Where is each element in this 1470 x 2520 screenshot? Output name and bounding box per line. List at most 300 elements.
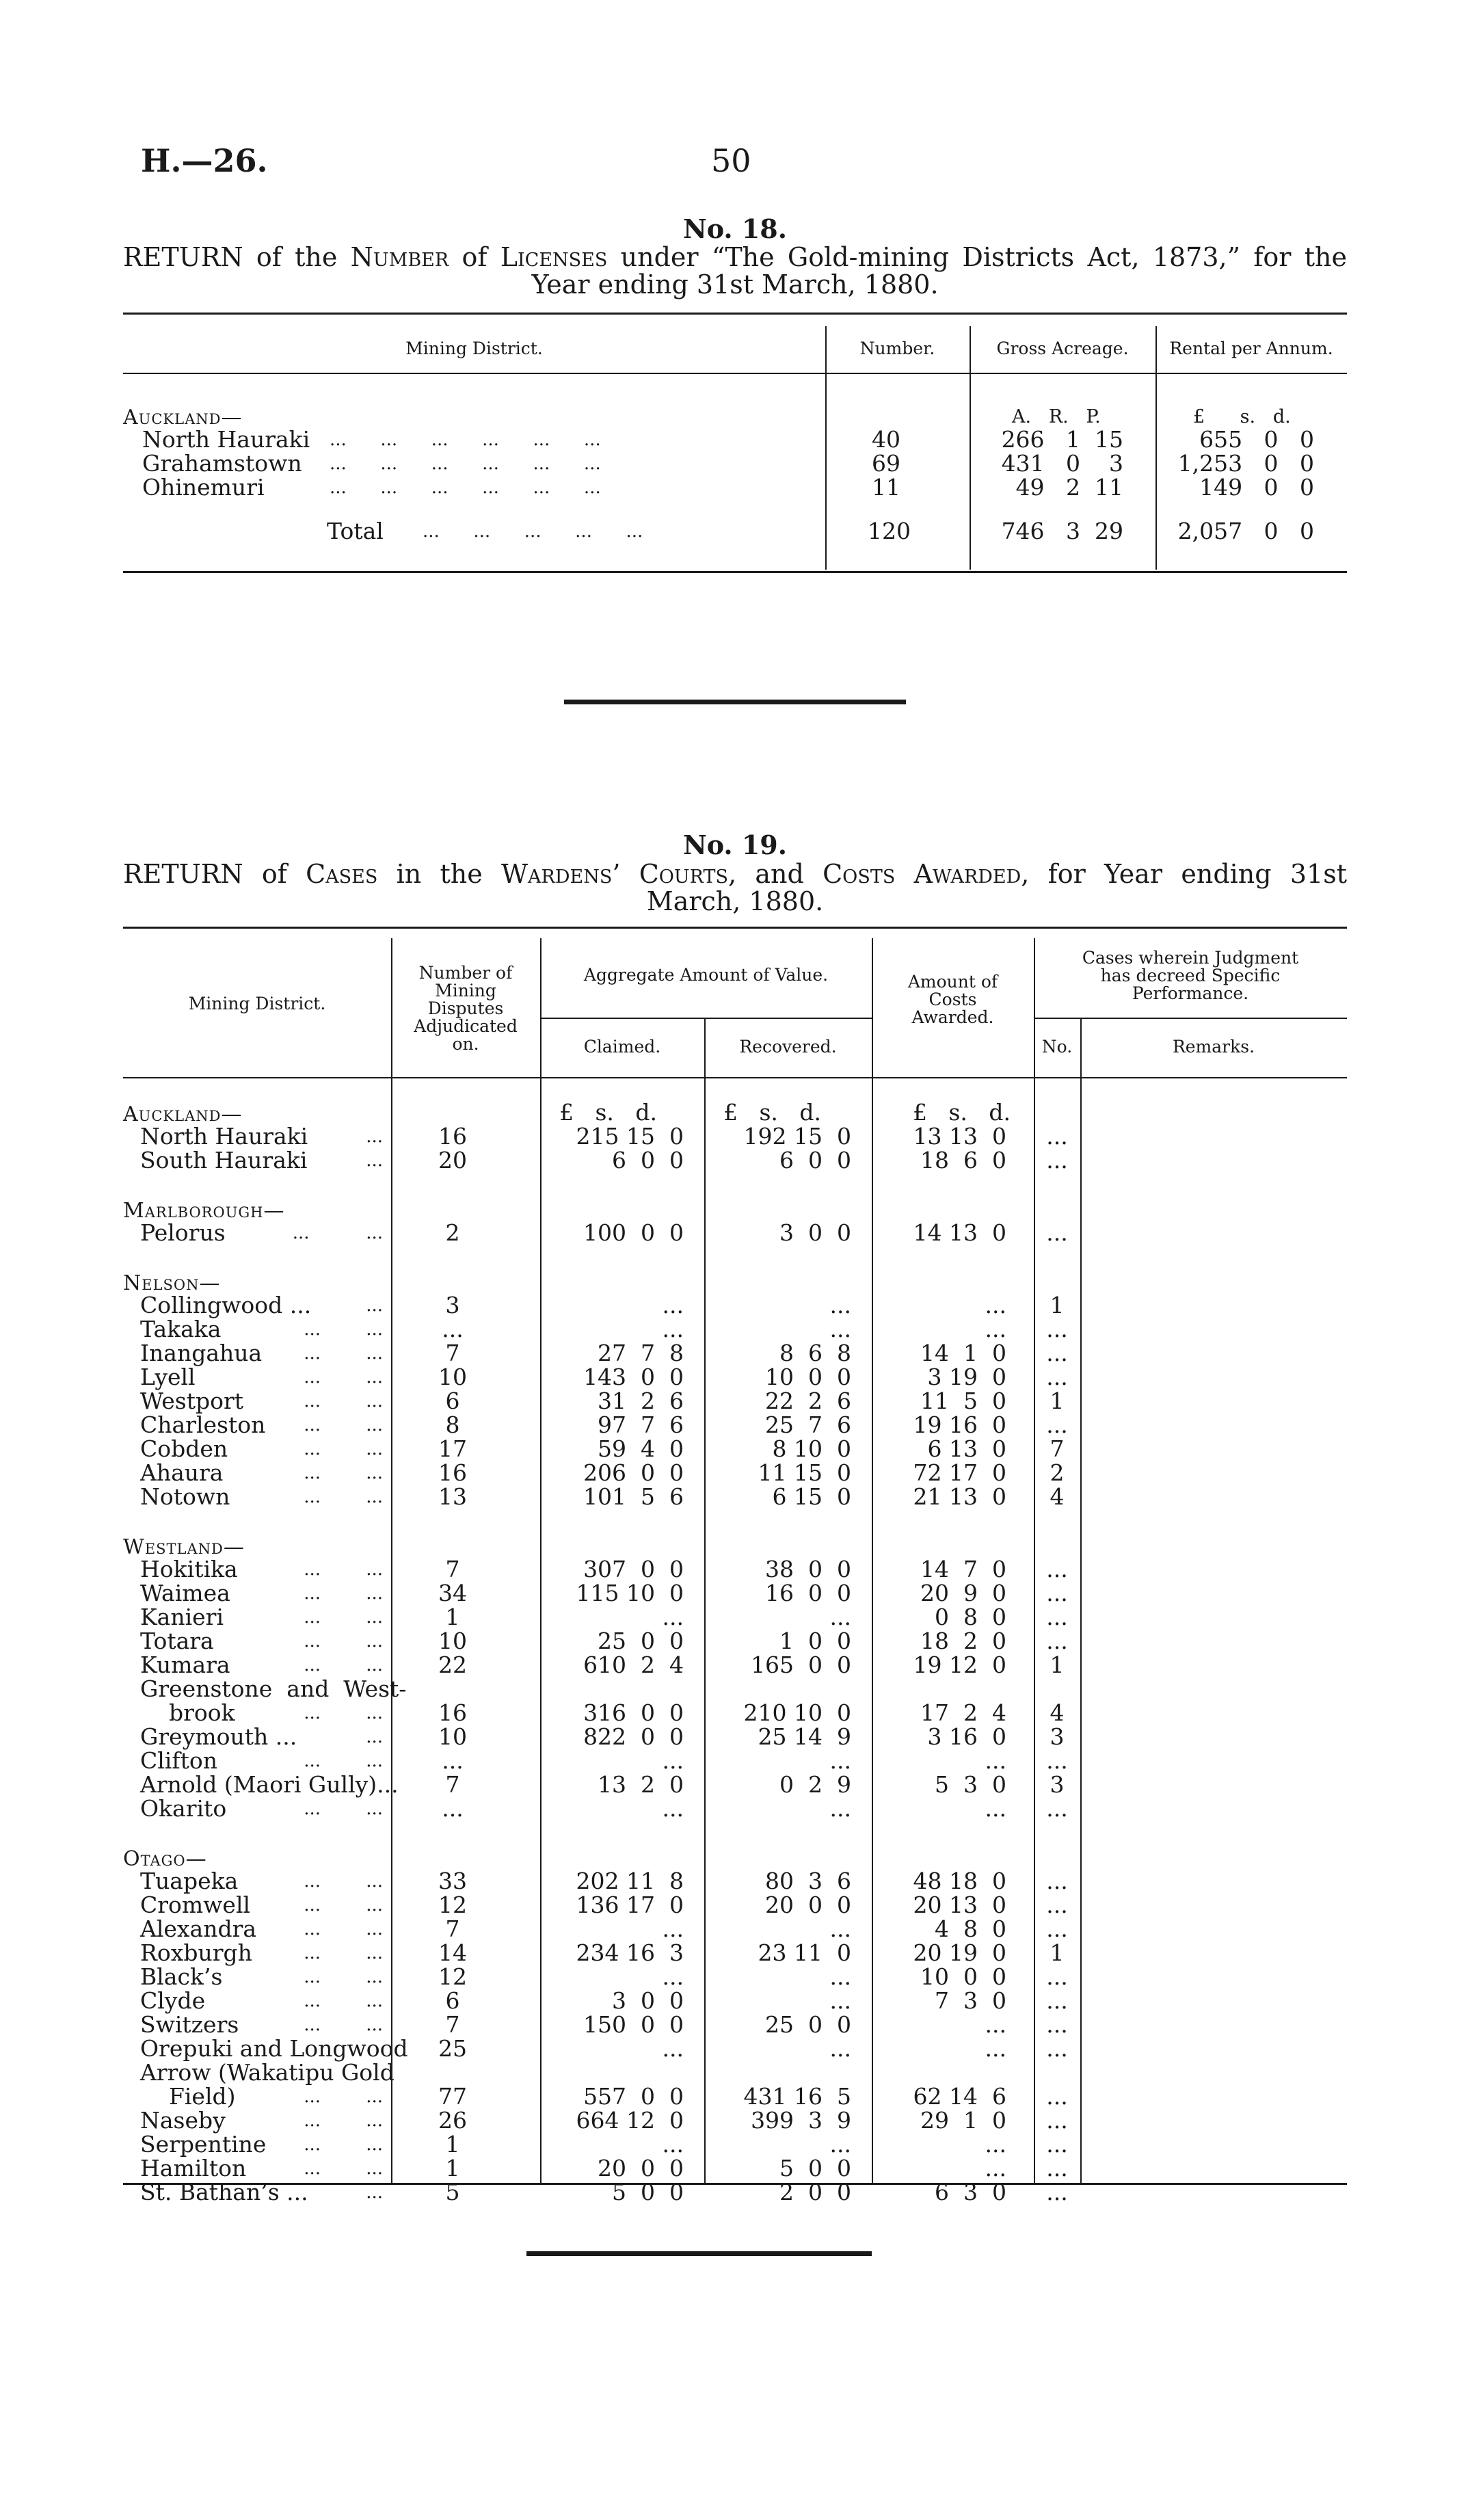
- table19-row-claimed: ...: [662, 1292, 684, 1318]
- table18-unit-rental: £ s. d.: [1193, 406, 1291, 427]
- table19-row-dots: ... ...: [304, 1799, 383, 1819]
- table19-row-disputes: 26: [438, 2107, 467, 2134]
- table19-row-dots: ... ...: [304, 1583, 383, 1604]
- section-divider-1: [564, 700, 906, 704]
- table19-row-recovered: 3 0 0: [779, 1219, 851, 1246]
- table18-title-line1: [123, 243, 1347, 271]
- table19-row-claimed: ...: [662, 1316, 684, 1342]
- table19-row-costs: 4 8 0: [935, 1915, 1006, 1942]
- table19-title-line2: March, 1880.: [646, 886, 824, 916]
- table19-row-claimed: 206 0 0: [583, 1459, 684, 1486]
- table19-header-no: No.: [1041, 1037, 1073, 1057]
- table19-group-label: Marlborough—: [123, 1199, 285, 1223]
- table19-row-disputes: 6: [445, 1388, 460, 1414]
- table19-row-name: Greenstone and West-: [140, 1675, 407, 1702]
- table19-row-claimed: ...: [662, 1747, 684, 1774]
- table19-row-recovered: 8 10 0: [772, 1435, 851, 1462]
- table19-row-dots: ... ...: [304, 1391, 383, 1411]
- table19-row-costs: 20 19 0: [913, 1939, 1006, 1966]
- table19-row-recovered: ...: [829, 1316, 851, 1342]
- table19-header-rule: [123, 1077, 1347, 1078]
- table19-row-dots: ... ...: [304, 1367, 383, 1388]
- table19-row-recovered: 431 16 5: [743, 2083, 851, 2110]
- table19-row-costs: 62 14 6: [913, 2083, 1006, 2110]
- table19-row-no: ...: [1046, 1795, 1068, 1822]
- table19-row-claimed: 143 0 0: [583, 1364, 684, 1390]
- table19-row-disputes: 1: [445, 2155, 460, 2181]
- table19-row-name: Greymouth ...: [140, 1723, 297, 1750]
- table19-row-claimed: 307 0 0: [583, 1556, 684, 1582]
- table19-row-name: Clyde: [140, 1987, 206, 2014]
- table19-row-costs: 14 13 0: [913, 1219, 1006, 1246]
- table19-row-disputes: 12: [438, 1892, 467, 1918]
- table19-row-disputes: 6: [445, 1987, 460, 2014]
- table19-row-no: ...: [1046, 2035, 1068, 2062]
- table18-row-acreage: 266 1 15: [1001, 426, 1123, 453]
- table19-row-costs: 48 18 0: [913, 1868, 1006, 1894]
- table18-row-name: Ohinemuri: [142, 474, 265, 501]
- table19-row-costs: ...: [985, 1292, 1006, 1318]
- table19-row-dots: ... ...: [304, 1703, 383, 1723]
- table19-header-remarks: Remarks.: [1172, 1037, 1255, 1057]
- table19-row-costs: 18 6 0: [920, 1147, 1006, 1173]
- table19-row-claimed: 3 0 0: [612, 1987, 684, 2014]
- table18-row-rental: 1,253 0 0: [1177, 450, 1314, 477]
- table19-row-recovered: 25 0 0: [765, 2011, 851, 2038]
- table19-row-claimed: ...: [662, 1963, 684, 1990]
- table19-row-name: Naseby: [140, 2107, 226, 2134]
- table19-group-label: Auckland—: [123, 1102, 243, 1126]
- table19-row-name: Orepuki and Longwood: [140, 2035, 408, 2062]
- table19-row-recovered: 5 0 0: [779, 2155, 851, 2181]
- table19-row-claimed: 202 11 8: [576, 1868, 684, 1894]
- table19-row-no: ...: [1046, 2083, 1068, 2110]
- table19-row-claimed: 610 2 4: [583, 1652, 684, 1678]
- table19-row-recovered: ...: [829, 1963, 851, 1990]
- table18-row-rental: 149 0 0: [1199, 474, 1314, 501]
- table19-row-claimed: 664 12 0: [576, 2107, 684, 2134]
- t18-title-post: under “The Gold-mining Districts Act, 1873,” for the: [607, 242, 1347, 272]
- table19-unit-recovered: £ s. d.: [723, 1099, 821, 1126]
- table19-row-recovered: 6 15 0: [772, 1483, 851, 1510]
- table19-header-cases: Cases wherein Judgment has decreed Specific Performance.: [1082, 948, 1299, 1003]
- table19-row-no: ...: [1046, 2131, 1068, 2158]
- table19-row-dots: ... ...: [304, 1319, 383, 1340]
- table19-row-claimed: 97 7 6: [598, 1411, 684, 1438]
- table19-row-dots: ... ...: [304, 2158, 383, 2179]
- table19-row-recovered: 25 14 9: [758, 1723, 851, 1750]
- table19-row-costs: 29 1 0: [920, 2107, 1006, 2134]
- table19-row-disputes: 13: [438, 1483, 467, 1510]
- table19-row-costs: ...: [985, 2035, 1006, 2062]
- table19-row-disputes: ...: [442, 1316, 464, 1342]
- table19-row-no: ...: [1046, 1987, 1068, 2014]
- table19-row-claimed: 150 0 0: [583, 2011, 684, 2038]
- table19-row-no: 3: [1050, 1771, 1065, 1798]
- table19-row-no: ...: [1046, 1628, 1068, 1654]
- page-number: 50: [711, 142, 751, 179]
- table19-row-no: ...: [1046, 1123, 1068, 1150]
- table19-row-recovered: ...: [829, 1292, 851, 1318]
- table19-row-no: 1: [1050, 1388, 1065, 1414]
- table19-row-costs: 5 3 0: [935, 1771, 1006, 1798]
- table19-row-disputes: 16: [438, 1699, 467, 1726]
- table18-row-rental: 655 0 0: [1199, 426, 1314, 453]
- table19-row-costs: 6 13 0: [927, 1435, 1006, 1462]
- table19-row-claimed: 100 0 0: [583, 1219, 684, 1246]
- table19-group-label: Westland—: [123, 1535, 245, 1559]
- table19-row-costs: 13 13 0: [913, 1123, 1006, 1150]
- table19-row-no: 7: [1050, 1435, 1065, 1462]
- table19-row-disputes: 34: [438, 1580, 467, 1606]
- table19-row-name: Lyell: [140, 1364, 196, 1390]
- table19-row-no: ...: [1046, 1147, 1068, 1173]
- table19-unit-costs: £ s. d.: [913, 1099, 1011, 1126]
- table18-row-number: 69: [872, 450, 900, 477]
- table19-row-name: Clifton: [140, 1747, 217, 1774]
- table19-row-costs: 18 2 0: [920, 1628, 1006, 1654]
- table19-row-disputes: 7: [445, 2011, 460, 2038]
- table19-row-claimed: ...: [662, 1915, 684, 1942]
- table19-row-recovered: 399 3 9: [751, 2107, 851, 2134]
- table19-row-no: 2: [1050, 1459, 1065, 1486]
- table19-row-dots: ...: [366, 1150, 383, 1171]
- table19-row-costs: 19 12 0: [913, 1652, 1006, 1678]
- t18-title-sc2: Licenses: [500, 242, 608, 272]
- t19-title-post: , for Year ending 31st: [1021, 859, 1347, 889]
- table19-row-name: Charleston: [140, 1411, 266, 1438]
- table19-row-no: ...: [1046, 2011, 1068, 2038]
- table19-row-disputes: ...: [442, 1795, 464, 1822]
- table19-row-dots: ... ...: [304, 1967, 383, 1987]
- table19-row-recovered: ...: [829, 1987, 851, 2014]
- table19-header-disputes: Number of Mining Disputes Adjudicated on.: [414, 963, 518, 1054]
- table19-row-no: 1: [1050, 1292, 1065, 1318]
- table19-row-no: 1: [1050, 1939, 1065, 1966]
- table19-row-dots: ... ...: [304, 1943, 383, 1963]
- table19-row-dots: ...: [366, 1727, 383, 1747]
- table18-row-name: Grahamstown: [142, 450, 302, 477]
- table19-row-costs: ...: [985, 1316, 1006, 1342]
- table19-row-recovered: 0 2 9: [779, 1771, 851, 1798]
- table19-row-name: Notown: [140, 1483, 230, 1510]
- table19-row-disputes: 2: [445, 1219, 460, 1246]
- table19-row-name: Cobden: [140, 1435, 228, 1462]
- table19-row-recovered: 80 3 6: [765, 1868, 851, 1894]
- table19-row-disputes: 10: [438, 1628, 467, 1654]
- table19-row-disputes: 16: [438, 1123, 467, 1150]
- table19-col-sep: [1080, 1019, 1082, 2183]
- table19-row-disputes: 7: [445, 1771, 460, 1798]
- t19-title-sc2: Wardens’ Courts: [501, 859, 729, 889]
- t19-title-mid2: , and: [728, 859, 823, 889]
- table19-row-dots: ... ...: [304, 1487, 383, 1507]
- table19-row-disputes: 12: [438, 1963, 467, 1990]
- table19-row-costs: 11 5 0: [920, 1388, 1006, 1414]
- table19-row-name: Okarito: [140, 1795, 227, 1822]
- table19-row-disputes: ...: [442, 1747, 464, 1774]
- table19-row-dots: ... ...: [304, 2015, 383, 2035]
- table19-row-costs: 21 13 0: [913, 1483, 1006, 1510]
- table19-row-disputes: 33: [438, 1868, 467, 1894]
- table19-row-dots: ...: [366, 2182, 383, 2203]
- table18-total-label: Total: [327, 518, 384, 544]
- table19-header-recovered: Recovered.: [739, 1037, 837, 1057]
- table19-row-claimed: 215 15 0: [576, 1123, 684, 1150]
- table19-row-no: ...: [1046, 1580, 1068, 1606]
- table19-row-name: Kanieri: [140, 1604, 224, 1630]
- table19-row-recovered: 11 15 0: [758, 1459, 851, 1486]
- table18-header-number: Number.: [859, 339, 935, 358]
- table19-row-name: Ahaura: [140, 1459, 224, 1486]
- table19-row-no: ...: [1046, 1316, 1068, 1342]
- table19-row-claimed: 822 0 0: [583, 1723, 684, 1750]
- table18-unit-acreage: A. R. P.: [1012, 406, 1101, 427]
- table19-row-dots: ... ...: [304, 1751, 383, 1771]
- t19-title-mid1: in the: [377, 859, 501, 889]
- table19-row-dots: ... ...: [304, 1559, 383, 1580]
- table19-row-no: ...: [1046, 1747, 1068, 1774]
- table19-row-name: Switzers: [140, 2011, 239, 2038]
- table18-top-rule: [123, 313, 1347, 315]
- table19-row-recovered: 10 0 0: [765, 1364, 851, 1390]
- table19-row-no: ...: [1046, 1915, 1068, 1942]
- table19-row-name: Westport: [140, 1388, 243, 1414]
- table19-row-recovered: 210 10 0: [743, 1699, 851, 1726]
- table18-header-district: Mining District.: [405, 339, 543, 358]
- table19-row-claimed: 6 0 0: [612, 1147, 684, 1173]
- table19-row-costs: 14 7 0: [920, 1556, 1006, 1582]
- table19-row-disputes: 20: [438, 1147, 467, 1173]
- table19-row-costs: 3 19 0: [927, 1364, 1006, 1390]
- table19-row-name: Hamilton: [140, 2155, 247, 2181]
- table19-row-disputes: 1: [445, 2131, 460, 2158]
- table19-header-aggregate: Aggregate Amount of Value.: [583, 965, 829, 985]
- table19-row-costs: ...: [985, 1795, 1006, 1822]
- table19-row-claimed: 59 4 0: [598, 1435, 684, 1462]
- table19-row-recovered: ...: [829, 2035, 851, 2062]
- table19-row-costs: 20 9 0: [920, 1580, 1006, 1606]
- t18-title-sc1: Number: [350, 242, 449, 272]
- table19-row-costs: ...: [985, 2131, 1006, 2158]
- table19-row-dots: ... ...: [304, 1439, 383, 1459]
- table19-row-dots: ... ...: [304, 1607, 383, 1628]
- table19-row-name: Alexandra: [140, 1915, 257, 1942]
- table19-sub-rule: [540, 1018, 872, 1019]
- table19-row-no: ...: [1046, 1892, 1068, 1918]
- table19-row-costs: 20 13 0: [913, 1892, 1006, 1918]
- table19-row-name: Collingwood ...: [140, 1292, 312, 1318]
- table19-row-no: ...: [1046, 1868, 1068, 1894]
- table19-row-dots: ... ...: [304, 1631, 383, 1652]
- t18-title-pre: RETURN of the: [123, 242, 351, 272]
- table19-row-disputes: 8: [445, 1411, 460, 1438]
- table19-row-claimed: 31 2 6: [598, 1388, 684, 1414]
- table19-row-costs: 19 16 0: [913, 1411, 1006, 1438]
- table19-row-costs: ...: [985, 2155, 1006, 2181]
- table19-row-dots: ... ...: [304, 1343, 383, 1364]
- t19-title-sc1: Cases: [306, 859, 378, 889]
- table18-total-dots: ... ... ... ... ...: [423, 521, 643, 542]
- table19-row-name: Arrow (Wakatipu Gold: [140, 2059, 395, 2086]
- table19-top-rule: [123, 927, 1347, 929]
- table19-row-no: ...: [1046, 2179, 1068, 2205]
- table19-row-name: South Hauraki: [140, 1147, 308, 1173]
- table19-row-name: Serpentine: [140, 2131, 267, 2158]
- table19-row-no: ...: [1046, 1556, 1068, 1582]
- table19-row-disputes: 1: [445, 1604, 460, 1630]
- table19-group-label: Otago—: [123, 1847, 207, 1871]
- table19-row-name: Tuapeka: [140, 1868, 239, 1894]
- table19-row-name: Pelorus: [140, 1219, 226, 1246]
- table19-row-disputes: 77: [438, 2083, 467, 2110]
- table19-row-no: ...: [1046, 1219, 1068, 1246]
- table19-row-recovered: 38 0 0: [765, 1556, 851, 1582]
- table19-row-claimed: 234 16 3: [576, 1939, 684, 1966]
- table19-row-disputes: 7: [445, 1340, 460, 1366]
- table19-group-label: Nelson—: [123, 1271, 221, 1295]
- table19-row-disputes: 10: [438, 1723, 467, 1750]
- table19-row-claimed: 27 7 8: [598, 1340, 684, 1366]
- table19-row-claimed: 557 0 0: [583, 2083, 684, 2110]
- table19-row-recovered: 25 7 6: [765, 1411, 851, 1438]
- table19-row-recovered: 23 11 0: [758, 1939, 851, 1966]
- table19-title-line1: [123, 860, 1347, 888]
- table19-row-name: Hokitika: [140, 1556, 238, 1582]
- table19-row-recovered: 16 0 0: [765, 1580, 851, 1606]
- table18-row-dots: ... ... ... ... ... ...: [330, 429, 601, 450]
- table18-number: No. 18.: [683, 213, 787, 244]
- table19-row-dots: ... ...: [304, 1463, 383, 1483]
- table19-row-disputes: 7: [445, 1556, 460, 1582]
- table19-row-claimed: 20 0 0: [598, 2155, 684, 2181]
- table19-row-no: ...: [1046, 1411, 1068, 1438]
- table18-title-line2: Year ending 31st March, 1880.: [531, 269, 939, 300]
- table19-row-recovered: 6 0 0: [779, 1147, 851, 1173]
- table19-row-claimed: 115 10 0: [576, 1580, 684, 1606]
- table19-row-recovered: 1 0 0: [779, 1628, 851, 1654]
- table19-row-name: Arnold (Maori Gully)...: [140, 1771, 399, 1798]
- table19-row-recovered: ...: [829, 2131, 851, 2158]
- table19-row-dots: ...: [366, 1295, 383, 1316]
- table19-row-dots: ...: [366, 1126, 383, 1147]
- table18-bottom-rule: [123, 571, 1347, 573]
- table19-row-dots: ... ...: [304, 1871, 383, 1892]
- table19-row-recovered: ...: [829, 1795, 851, 1822]
- table18-header-rule: [123, 373, 1347, 374]
- table19-row-disputes: 7: [445, 1915, 460, 1942]
- table19-title: [123, 860, 1347, 915]
- table19-row-costs: 72 17 0: [913, 1459, 1006, 1486]
- table19-row-claimed: ...: [662, 1795, 684, 1822]
- table19-number: No. 19.: [683, 830, 787, 860]
- table19-header-district: Mining District.: [188, 994, 326, 1013]
- table19-row-dots: ... ...: [304, 2086, 383, 2107]
- table19-row-no: ...: [1046, 1364, 1068, 1390]
- table19-row-dots: ... ...: [304, 1655, 383, 1675]
- table19-row-claimed: 316 0 0: [583, 1699, 684, 1726]
- table18-total-acreage: 746 3 29: [1001, 518, 1123, 544]
- table19-row-costs: ...: [985, 1747, 1006, 1774]
- table19-row-name: Roxburgh: [140, 1939, 252, 1966]
- table19-row-claimed: 5 0 0: [612, 2179, 684, 2205]
- table19-row-no: 3: [1050, 1723, 1065, 1750]
- table19-row-disputes: 5: [445, 2179, 460, 2205]
- table19-row-dots: ... ...: [304, 2134, 383, 2155]
- table19-row-dots: ... ...: [304, 2110, 383, 2131]
- table19-row-claimed: ...: [662, 2035, 684, 2062]
- table19-header-costs: Amount of Costs Awarded.: [907, 972, 998, 1027]
- table19-row-claimed: 25 0 0: [598, 1628, 684, 1654]
- table19-row-claimed: 13 2 0: [598, 1771, 684, 1798]
- table19-row-claimed: 101 5 6: [583, 1483, 684, 1510]
- table18-header-acreage: Gross Acreage.: [996, 339, 1129, 358]
- table19-row-recovered: 2 0 0: [779, 2179, 851, 2205]
- table19-row-name: St. Bathan’s ...: [140, 2179, 308, 2205]
- table18-total-number: 120: [868, 518, 911, 544]
- t18-title-mid: of: [449, 242, 500, 272]
- table19-row-name: brook: [140, 1699, 235, 1726]
- table18-row-number: 40: [872, 426, 900, 453]
- parliamentary-paper-ref: H.—26.: [141, 142, 268, 179]
- table19-row-no: 4: [1050, 1483, 1065, 1510]
- table19-row-recovered: ...: [829, 1747, 851, 1774]
- table19-row-disputes: 25: [438, 2035, 467, 2062]
- table19-row-name: Kumara: [140, 1652, 230, 1678]
- table19-row-no: ...: [1046, 1340, 1068, 1366]
- table19-row-costs: 17 2 4: [920, 1699, 1006, 1726]
- table19-row-disputes: 16: [438, 1459, 467, 1486]
- table19-row-dots: ... ...: [304, 1919, 383, 1939]
- table19-row-dots: ... ...: [304, 1895, 383, 1915]
- table19-row-name: Field): [140, 2083, 236, 2110]
- table18-row-name: North Hauraki: [142, 426, 310, 453]
- table19-row-no: ...: [1046, 2155, 1068, 2181]
- t19-title-sc3: Costs Awarded: [823, 859, 1021, 889]
- table19-row-name: Inangahua: [140, 1340, 263, 1366]
- table19-row-disputes: 17: [438, 1435, 467, 1462]
- table19-row-costs: 0 8 0: [935, 1604, 1006, 1630]
- table19-row-costs: 10 0 0: [920, 1963, 1006, 1990]
- table19-row-dots: ... ...: [304, 1991, 383, 2011]
- table18-row-dots: ... ... ... ... ... ...: [330, 477, 601, 498]
- table19-row-dots: ... ...: [304, 1415, 383, 1435]
- table19-row-recovered: 165 0 0: [751, 1652, 851, 1678]
- table19-row-recovered: 20 0 0: [765, 1892, 851, 1918]
- table19-row-recovered: 192 15 0: [743, 1123, 851, 1150]
- table19-row-costs: 7 3 0: [935, 1987, 1006, 2014]
- table19-row-claimed: ...: [662, 2131, 684, 2158]
- table19-row-name: Black’s: [140, 1963, 223, 1990]
- table19-row-no: ...: [1046, 2107, 1068, 2134]
- table18-title: [123, 243, 1347, 298]
- table19-row-name: Cromwell: [140, 1892, 251, 1918]
- table19-row-no: 4: [1050, 1699, 1065, 1726]
- table19-row-disputes: 3: [445, 1292, 460, 1318]
- table19-row-disputes: 10: [438, 1364, 467, 1390]
- table19-row-no: ...: [1046, 1604, 1068, 1630]
- table19-row-recovered: 22 2 6: [765, 1388, 851, 1414]
- table19-row-claimed: 136 17 0: [576, 1892, 684, 1918]
- table19-row-disputes: 22: [438, 1652, 467, 1678]
- table18-row-number: 11: [872, 474, 900, 501]
- table18-row-acreage: 431 0 3: [1001, 450, 1123, 477]
- table19-row-costs: 6 3 0: [935, 2179, 1006, 2205]
- table19-row-costs: 3 16 0: [927, 1723, 1006, 1750]
- table19-row-recovered: ...: [829, 1604, 851, 1630]
- table19-row-name: Totara: [140, 1628, 214, 1654]
- table18-header-rental: Rental per Annum.: [1169, 339, 1333, 358]
